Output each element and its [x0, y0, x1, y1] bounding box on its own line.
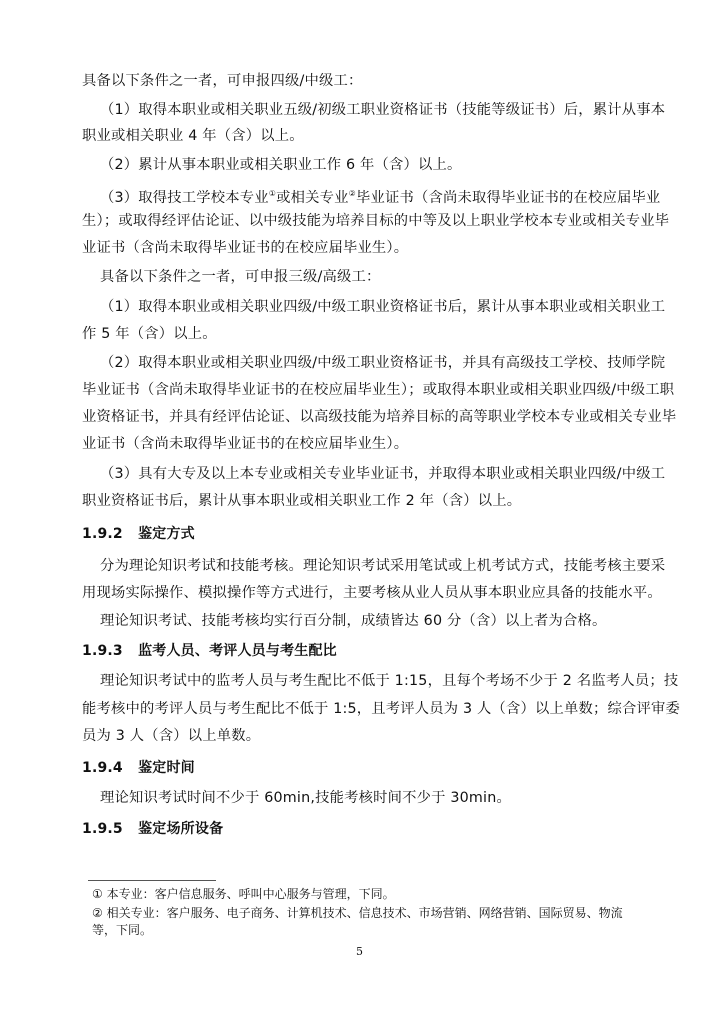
doc-line: 具备以下条件之一者，可申报三级/高级工： [100, 269, 381, 285]
doc-line: 理论知识考试时间不少于 60min,技能考核时间不少于 30min。 [100, 790, 511, 806]
section-heading: 1.9.5 鉴定场所设备 [82, 821, 224, 837]
doc-line: 分为理论知识考试和技能考核。理论知识考试采用笔试或上机考试方式，技能考核主要采 [100, 558, 666, 574]
doc-line: （1）取得本职业或相关职业四级/中级工职业资格证书后，累计从事本职业或相关职业工 [100, 299, 666, 315]
doc-line: 毕业证书（含尚未取得毕业证书的在校应届毕业生）；或取得本职业或相关职业四级/中级工职 [82, 382, 675, 398]
footnote-text: 本专业：客户信息服务、呼叫中心服务与管理，下同。 [106, 887, 395, 901]
page-number: 5 [356, 945, 363, 958]
text-span: 毕业证书（含尚未取得毕业证书的在校应届毕业 [356, 189, 661, 206]
doc-line: 职业资格证书后，累计从事本职业或相关职业工作 2 年（含）以上。 [82, 493, 522, 509]
footnote-ref: ① [268, 189, 277, 198]
doc-line: （3）具有大专及以上本专业或相关专业毕业证书，并取得本职业或相关职业四级/中级工 [100, 466, 666, 482]
doc-line: 理论知识考试、技能考核均实行百分制，成绩皆达 60 分（含）以上者为合格。 [100, 613, 607, 629]
doc-line: 业资格证书，并具有经评估论证、以高级技能为培养目标的高等职业学校本专业或相关专业毕 [82, 409, 677, 425]
doc-line: 用现场实际操作、模拟操作等方式进行，主要考核从业人员从事本职业应具备的技能水平。 [82, 585, 662, 601]
section-heading: 1.9.3 监考人员、考评人员与考生配比 [82, 643, 337, 659]
doc-line: 具备以下条件之一者，可申报四级/中级工： [82, 73, 363, 89]
footnote-rule [88, 880, 216, 881]
section-heading: 1.9.4 鉴定时间 [82, 760, 195, 776]
footnote-mark: ② [92, 906, 103, 920]
footnote-ref: ② [348, 189, 356, 198]
doc-line: 作 5 年（含）以上。 [82, 326, 217, 342]
doc-line: 员为 3 人（含）以上单数。 [82, 728, 261, 744]
footnote-1 [92, 886, 395, 902]
doc-line: 业证书（含尚未取得毕业证书的在校应届毕业生）。 [82, 240, 409, 256]
doc-line: 能考核中的考评人员与考生配比不低于 1:5，且考评人员为 3 人（含）以上单数；综合评审委 [82, 701, 681, 717]
doc-line: 职业或相关职业 4 年（含）以上。 [82, 128, 304, 144]
text-span: 或相关专业 [276, 189, 349, 206]
doc-line [100, 184, 660, 208]
doc-line: （1）取得本职业或相关职业五级/初级工职业资格证书（技能等级证书）后，累计从事本 [100, 102, 666, 118]
doc-line: （2）累计从事本职业或相关职业工作 6 年（含）以上。 [100, 157, 462, 173]
doc-line: 理论知识考试中的监考人员与考生配比不低于 1:15，且每个考场不少于 2 名监考人员；技 [100, 673, 679, 689]
footnote-2-cont: 等，下同。 [92, 923, 153, 937]
footnote-mark: ① [92, 887, 103, 901]
text-span: （3）取得技工学校本专业 [100, 189, 269, 206]
footnote-2 [92, 905, 623, 921]
doc-line: 生）；或取得经评估论证、以中级技能为培养目标的中等及以上职业学校本专业或相关专业毕 [82, 213, 670, 229]
section-heading: 1.9.2 鉴定方式 [82, 526, 195, 542]
footnote-text: 相关专业：客户服务、电子商务、计算机技术、信息技术、市场营销、网络营销、国际贸易、物流 [106, 906, 623, 920]
doc-line: （2）取得本职业或相关职业四级/中级工职业资格证书，并具有高级技工学校、技师学院 [100, 355, 666, 371]
doc-line: 业证书（含尚未取得毕业证书的在校应届毕业生）。 [82, 436, 409, 452]
